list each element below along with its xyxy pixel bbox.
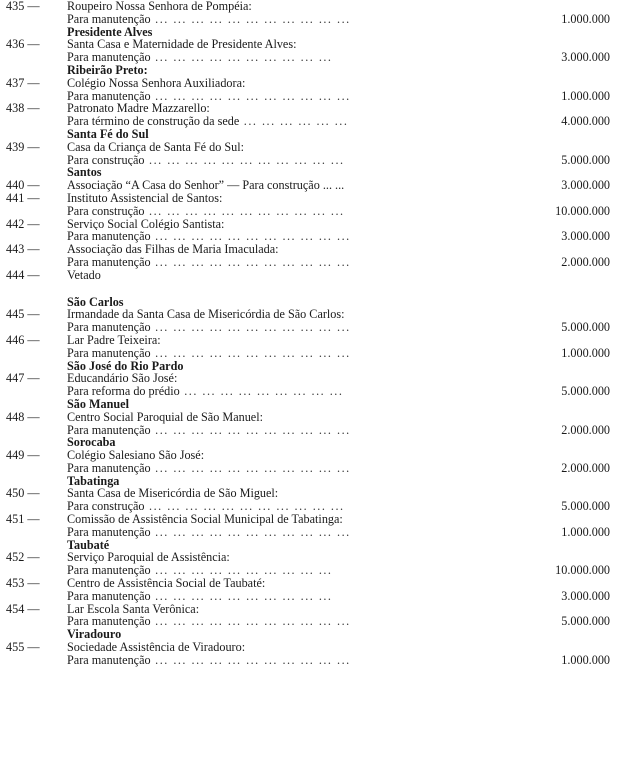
entry-number: 455 — [6,640,40,655]
institution-name: Vetado [67,268,101,282]
entry-number: 439 — [6,139,40,154]
purpose-text: Para manutenção [67,89,151,103]
entry-row [0,269,624,282]
entry-row [0,141,624,154]
institution-name: Colégio Nossa Senhora Auxiliadora: [67,76,246,90]
city-heading-row [0,475,624,488]
amount-value: 2.000.000 [561,422,610,437]
dot-leader: ... ... ... ... ... ... ... ... ... ... ... [150,89,351,103]
entry-row [0,513,624,526]
purpose-text: Para manutenção [67,589,151,603]
dot-leader: ... ... ... ... ... ... [239,115,349,128]
city-heading-row [0,26,624,39]
purpose-row [0,564,624,577]
entry-number: 445 — [6,307,40,322]
entry-row [0,179,624,192]
city-heading: Ribeirão Preto: [67,62,148,77]
institution-name: Serviço Social Colégio Santista: [67,217,225,231]
city-heading-row [0,436,624,449]
entry-number: 451 — [6,512,40,527]
entry-number: 444 — [6,267,40,282]
amount-value: 2.000.000 [561,254,610,269]
entry-number: 438 — [6,101,40,116]
dot-leader: ... ... ... ... ... ... ... ... ... ... ... [150,255,351,269]
purpose-row [0,500,624,513]
city-heading-row [0,296,624,309]
city-heading-row [0,64,624,77]
entry-row [0,372,624,385]
purpose-row [0,205,624,218]
institution-name: Lar Escola Santa Verônica: [67,602,200,616]
amount-value: 3.000.000 [561,229,610,244]
entry-number: 450 — [6,486,40,501]
dot-leader: ... ... ... ... ... ... ... ... ... ... [150,564,333,578]
purpose-text-group [67,654,544,667]
dot-leader: ... ... ... ... ... ... ... ... ... ... ... [150,12,351,26]
institution-name: Comissão de Assistência Social Municipal de Tabatinga: [67,513,343,526]
entry-row [0,411,624,424]
entry-row [0,243,624,256]
institution-name: Irmandade da Santa Casa de Misericórdia de São Carlos: [67,308,345,322]
amount-value: 1.000.000 [561,11,610,26]
institution-name: Santa Casa de Misericórdia de São Miguel: [67,487,279,501]
purpose-text: Para manutenção [67,51,151,64]
city-heading-row [0,539,624,552]
institution-name: Serviço Paroquial de Assistência: [67,551,230,565]
institution-name: Associação “A Casa do Senhor” — Para construção ... ... [67,179,345,192]
purpose-text: Para manutenção [67,255,151,269]
city-heading: Santa Fé do Sul [67,126,149,141]
dot-leader: ... ... ... ... ... ... ... ... ... [179,385,344,398]
institution-name: Centro de Assistência Social de Taubaté: [67,577,266,590]
entry-number: 447 — [6,371,40,386]
purpose-row [0,462,624,475]
institution-name: Lar Padre Teixeira: [67,333,161,347]
amount-value: 3.000.000 [561,588,610,603]
city-heading: Viradouro [67,627,122,642]
city-heading-row [0,628,624,641]
city-heading: Santos [67,165,102,180]
dot-leader: ... ... ... ... ... ... ... ... ... ... ... [150,321,351,334]
dot-leader: ... ... ... ... ... ... ... ... ... ... ... [144,153,345,167]
city-heading: São José do Rio Pardo [67,358,184,373]
amount-value: 1.000.000 [561,345,610,360]
purpose-text-group [67,230,544,243]
entry-number: 452 — [6,550,40,565]
purpose-text: Para reforma do prédio [67,385,180,398]
purpose-row [0,230,624,243]
purpose-row [0,90,624,103]
entry-row [0,487,624,500]
entry-number: 446 — [6,332,40,347]
purpose-row [0,13,624,26]
entry-number: 443 — [6,242,40,257]
purpose-row [0,654,624,667]
entry-number: 449 — [6,448,40,463]
entry-row [0,551,624,564]
entry-row [0,603,624,616]
purpose-text-group [67,424,544,437]
city-heading-row [0,398,624,411]
purpose-text: Para manutenção [67,346,151,360]
amount-value: 1.000.000 [561,524,610,539]
amount-value: 5.000.000 [561,152,610,167]
entry-row [0,334,624,347]
entry-number: 440 — [6,178,40,193]
section-gap [0,282,624,296]
city-heading: Taubaté [67,537,110,552]
dot-leader: ... ... ... ... ... ... ... ... ... ... ... [150,230,351,244]
city-heading: Sorocaba [67,435,116,450]
entry-row [0,218,624,231]
amount-value: 3.000.000 [561,178,610,193]
purpose-text: Para construção [67,500,145,514]
dot-leader: ... ... ... ... ... ... ... ... ... ... [150,589,333,603]
dot-leader: ... ... ... ... ... ... ... ... ... ... ... [144,204,345,218]
entry-row [0,308,624,321]
dot-leader: ... ... ... ... ... ... ... ... ... ... ... [150,346,351,360]
dot-leader: ... ... ... ... ... ... ... ... ... ... ... [150,525,351,539]
dot-leader: ... ... ... ... ... ... ... ... ... ... ... [144,500,345,514]
purpose-text: Para manutenção [67,12,151,26]
amount-value: 5.000.000 [561,384,610,399]
purpose-text-group [67,90,544,103]
purpose-text: Para manutenção [67,423,151,437]
entry-row [0,577,624,590]
institution-name: Patronato Madre Mazzarello: [67,102,210,116]
entry-number: 437 — [6,75,40,90]
dot-leader: ... ... ... ... ... ... ... ... ... ... ... [150,423,351,437]
entry-row [0,102,624,115]
purpose-text-group [67,590,544,603]
city-heading-row [0,360,624,373]
amount-value: 4.000.000 [561,114,610,129]
entry-row [0,38,624,51]
institution-name: Sociedade Assistência de Viradouro: [67,641,246,654]
purpose-text: Para término de construção da sede [67,115,240,128]
purpose-text-group [67,321,544,334]
purpose-text: Para manutenção [67,653,151,667]
amount-value: 1.000.000 [561,88,610,103]
purpose-text-group [67,205,544,218]
purpose-text-group [67,500,544,513]
purpose-text: Para manutenção [67,230,151,244]
purpose-text: Para manutenção [67,461,151,475]
purpose-text: Para manutenção [67,564,151,578]
entry-number: 442 — [6,216,40,231]
purpose-text-group [67,385,544,398]
purpose-text-group [67,564,544,577]
institution-name: Instituto Assistencial de Santos: [67,191,223,205]
entry-row [0,0,624,13]
institution-name: Casa da Criança de Santa Fé do Sul: [67,140,245,154]
dot-leader: ... ... ... ... ... ... ... ... ... ... ... [150,653,351,667]
dot-leader: ... ... ... ... ... ... ... ... ... ... ... [150,615,351,629]
institution-name: Roupeiro Nossa Senhora de Pompéia: [67,0,252,13]
purpose-text-group [67,615,544,628]
purpose-row [0,590,624,603]
dot-leader: ... ... ... ... ... ... ... ... ... ... [150,51,333,64]
purpose-text-group [67,154,544,167]
entry-number: 436 — [6,37,40,52]
purpose-row [0,526,624,539]
purpose-text: Para manutenção [67,525,151,539]
purpose-text-group [67,347,544,360]
city-heading: São Carlos [67,294,124,309]
entry-number: 435 — [6,0,40,13]
institution-name: Santa Casa e Maternidade de Presidente Alves: [67,38,297,52]
entry-row [0,77,624,90]
amount-value: 5.000.000 [561,320,610,335]
amount-value: 1.000.000 [561,652,610,667]
entry-row [0,192,624,205]
amount-value: 5.000.000 [561,614,610,629]
purpose-text: Para manutenção [67,321,151,334]
institution-name: Centro Social Paroquial de São Manuel: [67,410,263,424]
purpose-row [0,256,624,269]
institution-name: Colégio Salesiano São José: [67,449,205,462]
purpose-text: Para construção [67,204,145,218]
amount-value: 2.000.000 [561,460,610,475]
amount-value: 5.000.000 [561,499,610,514]
purpose-row [0,321,624,334]
entry-number: 453 — [6,576,40,591]
dot-leader: ... ... ... ... ... ... ... ... ... ... ... [150,461,351,475]
entry-row [0,449,624,462]
purpose-text-group [67,13,544,26]
purpose-row [0,385,624,398]
entry-row [0,641,624,654]
entry-number: 454 — [6,601,40,616]
entry-number: 441 — [6,190,40,205]
institution-name: Educandário São José: [67,372,178,386]
city-heading: São Manuel [67,396,129,411]
city-heading-row [0,166,624,179]
amount-value: 10.000.000 [555,203,610,218]
city-heading: Presidente Alves [67,24,153,39]
amount-value: 3.000.000 [561,50,610,65]
purpose-row [0,347,624,360]
entry-number: 448 — [6,409,40,424]
purpose-text: Para manutenção [67,615,151,629]
amount-value: 10.000.000 [555,563,610,578]
city-heading-row [0,128,624,141]
purpose-text: Para construção [67,153,145,167]
purpose-text-group [67,256,544,269]
purpose-text-group [67,462,544,475]
institution-name: Associação das Filhas de Maria Imaculada: [67,243,279,256]
city-heading: Tabatinga [67,473,120,488]
purpose-text-group [67,526,544,539]
